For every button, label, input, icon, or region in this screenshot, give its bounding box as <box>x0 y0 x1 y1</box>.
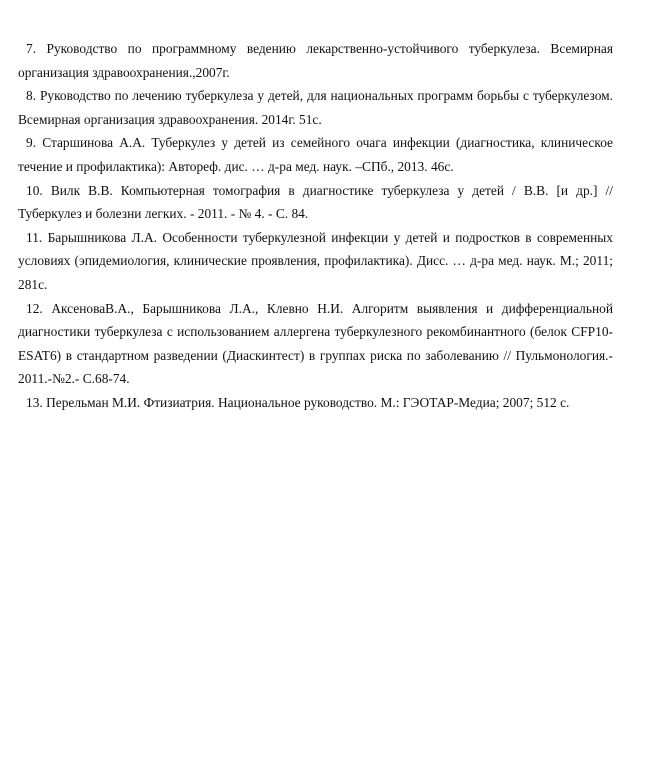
reference-item <box>18 297 613 391</box>
reference-text: АксеноваВ.А., Барышникова Л.А., Клевно Н.И. Алгоритм выявления и дифференциальной диагностики туберкулеза с использованием аллергена туберкулезного рекомбинантного (белок CFP10-ESAT6) в стандартном разведении (Диаскинтест) в группах риска по заболеванию // Пульмонология.- 2011.-№2.- С.68-74. <box>18 300 613 387</box>
reference-item <box>18 391 613 415</box>
reference-list <box>18 37 613 415</box>
reference-text: Руководство по лечению туберкулеза у детей, для национальных программ борьбы с туберкулезом. Всемирная организация здравоохранения. 2014г. 51с. <box>18 88 613 127</box>
reference-number: 12. <box>26 300 43 316</box>
reference-item <box>18 131 613 178</box>
reference-text: Руководство по программному ведению лекарственно-устойчивого туберкулеза. Всемирная организация здравоохранения.,2007г. <box>18 41 613 80</box>
reference-number: 10. <box>26 182 43 198</box>
reference-text: Перельман М.И. Фтизиатрия. Национальное руководство. М.: ГЭОТАР-Медиа; 2007; 512 с. <box>46 394 570 410</box>
reference-number: 13. <box>26 394 43 410</box>
reference-item <box>18 37 613 84</box>
reference-text: Барышникова Л.А. Особенности туберкулезной инфекции у детей и подростков в современных условиях (эпидемиология, клинические проявления, профилактика). Дисс. … д-ра мед. наук. М.; 2011; 281с. <box>18 229 613 292</box>
reference-item <box>18 84 613 131</box>
reference-number: 8. <box>26 88 37 104</box>
reference-text: Старшинова А.А. Туберкулез у детей из семейного очага инфекции (диагностика, клиническое течение и профилактика): Автореф. дис. … д-ра мед. наук. –СПб., 2013. 46с. <box>18 135 614 174</box>
reference-number: 7. <box>26 41 37 56</box>
reference-item <box>18 179 613 226</box>
reference-number: 11. <box>26 229 43 245</box>
reference-text: Вилк В.В. Компьютерная томография в диагностике туберкулеза у детей / В.В. [и др.] // Туберкулез и болезни легких. - 2011. - № 4. - С. 84. <box>18 182 613 222</box>
reference-item <box>18 226 613 297</box>
reference-number: 9. <box>26 135 37 151</box>
